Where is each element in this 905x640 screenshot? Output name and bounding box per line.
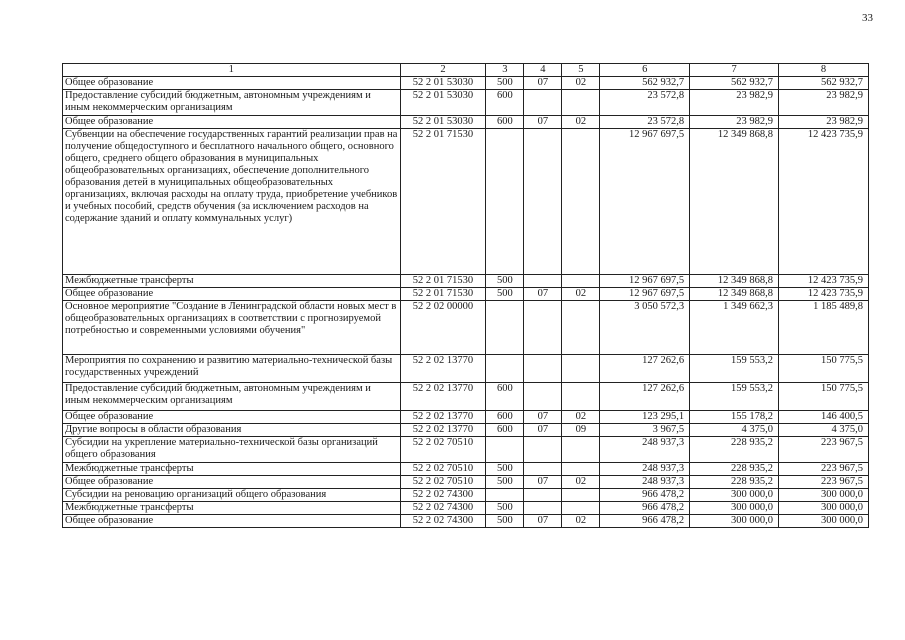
- value-col7-cell: 12 349 868,8: [690, 275, 779, 288]
- value-col6-cell: 127 262,6: [600, 383, 690, 411]
- header-cell: 5: [562, 64, 600, 77]
- col5-cell: [562, 355, 600, 383]
- value-col8-cell: 562 932,7: [779, 77, 869, 90]
- col4-cell: [524, 383, 562, 411]
- table-row: [63, 129, 869, 275]
- col3-cell: 600: [486, 90, 524, 116]
- col5-cell: 02: [562, 288, 600, 301]
- value-col6-cell: 966 478,2: [600, 515, 690, 528]
- col4-cell: [524, 275, 562, 288]
- row-name-cell: Общее образование: [63, 288, 401, 301]
- row-name-cell: Предоставление субсидий бюджетным, автономным учреждениям и иным некоммерческим организациям: [63, 90, 401, 116]
- value-col7-cell: 159 553,2: [690, 383, 779, 411]
- value-col6-cell: 248 937,3: [600, 463, 690, 476]
- header-cell: 7: [690, 64, 779, 77]
- col3-cell: 500: [486, 476, 524, 489]
- col5-cell: 02: [562, 116, 600, 129]
- value-col8-cell: 23 982,9: [779, 90, 869, 116]
- col4-cell: [524, 502, 562, 515]
- code-cell: 52 2 02 13770: [400, 411, 486, 424]
- value-col8-cell: 300 000,0: [779, 502, 869, 515]
- code-cell: 52 2 02 00000: [400, 301, 486, 355]
- value-col8-cell: 300 000,0: [779, 489, 869, 502]
- table-row: [63, 383, 869, 411]
- table-row: [63, 275, 869, 288]
- code-cell: 52 2 02 74300: [400, 489, 486, 502]
- value-col6-cell: 966 478,2: [600, 502, 690, 515]
- row-name-cell: Субсидии на укрепление материально-технической базы организаций общего образования: [63, 437, 401, 463]
- row-name-cell: Субвенции на обеспечение государственных гарантий реализации прав на получение общедоступного и бесплатного начального общего, основного общего, среднего общего образования в муниципальных общеобразовательных организациях, обеспечение дополнительного образования детей в муниципальных общеобразовательных организациях, включая расходы на оплату труда, приобретение учебников и учебных пособий, средств обучения (за исключением расходов на содержание зданий и оплату коммунальных услуг): [63, 129, 401, 275]
- col4-cell: 07: [524, 411, 562, 424]
- row-name-cell: Межбюджетные трансферты: [63, 502, 401, 515]
- col3-cell: 500: [486, 288, 524, 301]
- col4-cell: 07: [524, 288, 562, 301]
- value-col8-cell: 223 967,5: [779, 463, 869, 476]
- col4-cell: 07: [524, 515, 562, 528]
- value-col6-cell: 3 967,5: [600, 424, 690, 437]
- header-cell: 1: [63, 64, 401, 77]
- col3-cell: 600: [486, 411, 524, 424]
- value-col8-cell: 223 967,5: [779, 437, 869, 463]
- table-row: [63, 502, 869, 515]
- header-cell: 4: [524, 64, 562, 77]
- value-col6-cell: 248 937,3: [600, 437, 690, 463]
- col4-cell: 07: [524, 116, 562, 129]
- col5-cell: [562, 463, 600, 476]
- code-cell: 52 2 01 53030: [400, 116, 486, 129]
- col3-cell: [486, 301, 524, 355]
- code-cell: 52 2 01 53030: [400, 77, 486, 90]
- row-name-cell: Общее образование: [63, 515, 401, 528]
- code-cell: 52 2 02 13770: [400, 424, 486, 437]
- value-col7-cell: 228 935,2: [690, 463, 779, 476]
- table-row: [63, 424, 869, 437]
- row-name-cell: Субсидии на реновацию организаций общего образования: [63, 489, 401, 502]
- table-row: [63, 437, 869, 463]
- col3-cell: 500: [486, 515, 524, 528]
- col4-cell: [524, 301, 562, 355]
- header-cell: 6: [600, 64, 690, 77]
- page-number: 33: [862, 12, 873, 24]
- value-col8-cell: 150 775,5: [779, 355, 869, 383]
- table-row: [63, 116, 869, 129]
- col4-cell: 07: [524, 424, 562, 437]
- col5-cell: [562, 383, 600, 411]
- row-name-cell: Предоставление субсидий бюджетным, автономным учреждениям и иным некоммерческим организациям: [63, 383, 401, 411]
- row-name-cell: Межбюджетные трансферты: [63, 275, 401, 288]
- value-col7-cell: 159 553,2: [690, 355, 779, 383]
- col5-cell: 09: [562, 424, 600, 437]
- value-col7-cell: 12 349 868,8: [690, 129, 779, 275]
- code-cell: 52 2 01 53030: [400, 90, 486, 116]
- value-col7-cell: 1 349 662,3: [690, 301, 779, 355]
- code-cell: 52 2 02 70510: [400, 463, 486, 476]
- col5-cell: 02: [562, 77, 600, 90]
- row-name-cell: Межбюджетные трансферты: [63, 463, 401, 476]
- table-row: [63, 288, 869, 301]
- row-name-cell: Другие вопросы в области образования: [63, 424, 401, 437]
- value-col7-cell: 155 178,2: [690, 411, 779, 424]
- value-col8-cell: 146 400,5: [779, 411, 869, 424]
- value-col8-cell: 12 423 735,9: [779, 129, 869, 275]
- col5-cell: [562, 90, 600, 116]
- value-col6-cell: 966 478,2: [600, 489, 690, 502]
- col5-cell: [562, 489, 600, 502]
- col5-cell: [562, 129, 600, 275]
- col3-cell: [486, 355, 524, 383]
- value-col8-cell: 4 375,0: [779, 424, 869, 437]
- col5-cell: 02: [562, 411, 600, 424]
- header-cell: 3: [486, 64, 524, 77]
- value-col7-cell: 23 982,9: [690, 90, 779, 116]
- col4-cell: [524, 355, 562, 383]
- table-body: [63, 77, 869, 528]
- col5-cell: 02: [562, 476, 600, 489]
- code-cell: 52 2 02 74300: [400, 515, 486, 528]
- value-col6-cell: 23 572,8: [600, 116, 690, 129]
- col3-cell: [486, 489, 524, 502]
- row-name-cell: Мероприятия по сохранению и развитию материально-технической базы государственных учреждений: [63, 355, 401, 383]
- value-col7-cell: 12 349 868,8: [690, 288, 779, 301]
- code-cell: 52 2 02 70510: [400, 476, 486, 489]
- col5-cell: [562, 275, 600, 288]
- col3-cell: [486, 437, 524, 463]
- value-col6-cell: 248 937,3: [600, 476, 690, 489]
- table-row: [63, 489, 869, 502]
- value-col7-cell: 23 982,9: [690, 116, 779, 129]
- code-cell: 52 2 02 13770: [400, 355, 486, 383]
- table-header: [63, 64, 869, 77]
- value-col6-cell: 12 967 697,5: [600, 129, 690, 275]
- table-row: [63, 463, 869, 476]
- col4-cell: [524, 437, 562, 463]
- value-col7-cell: 300 000,0: [690, 489, 779, 502]
- value-col7-cell: 4 375,0: [690, 424, 779, 437]
- row-name-cell: Основное мероприятие "Создание в Ленинградской области новых мест в общеобразовательных организациях в соответствии с прогнозируемой потребностью и современными условиями обучения": [63, 301, 401, 355]
- code-cell: 52 2 02 70510: [400, 437, 486, 463]
- col3-cell: 600: [486, 383, 524, 411]
- value-col8-cell: 12 423 735,9: [779, 288, 869, 301]
- table-row: [63, 90, 869, 116]
- col3-cell: 600: [486, 116, 524, 129]
- code-cell: 52 2 02 13770: [400, 383, 486, 411]
- row-name-cell: Общее образование: [63, 476, 401, 489]
- col3-cell: 600: [486, 424, 524, 437]
- value-col7-cell: 562 932,7: [690, 77, 779, 90]
- table-row: [63, 515, 869, 528]
- value-col7-cell: 228 935,2: [690, 437, 779, 463]
- value-col7-cell: 228 935,2: [690, 476, 779, 489]
- value-col7-cell: 300 000,0: [690, 502, 779, 515]
- table-row: [63, 301, 869, 355]
- value-col8-cell: 150 775,5: [779, 383, 869, 411]
- value-col8-cell: 23 982,9: [779, 116, 869, 129]
- row-name-cell: Общее образование: [63, 77, 401, 90]
- row-name-cell: Общее образование: [63, 411, 401, 424]
- value-col6-cell: 3 050 572,3: [600, 301, 690, 355]
- col3-cell: 500: [486, 463, 524, 476]
- table-row: [63, 77, 869, 90]
- col4-cell: [524, 129, 562, 275]
- value-col8-cell: 12 423 735,9: [779, 275, 869, 288]
- col4-cell: [524, 90, 562, 116]
- value-col6-cell: 23 572,8: [600, 90, 690, 116]
- col5-cell: [562, 502, 600, 515]
- value-col8-cell: 223 967,5: [779, 476, 869, 489]
- row-name-cell: Общее образование: [63, 116, 401, 129]
- value-col6-cell: 12 967 697,5: [600, 275, 690, 288]
- code-cell: 52 2 02 74300: [400, 502, 486, 515]
- table-row: [63, 476, 869, 489]
- value-col8-cell: 1 185 489,8: [779, 301, 869, 355]
- budget-table: [62, 63, 869, 528]
- value-col8-cell: 300 000,0: [779, 515, 869, 528]
- table-row: [63, 355, 869, 383]
- col5-cell: [562, 301, 600, 355]
- col3-cell: 500: [486, 502, 524, 515]
- code-cell: 52 2 01 71530: [400, 129, 486, 275]
- col3-cell: [486, 129, 524, 275]
- header-cell: 8: [779, 64, 869, 77]
- col4-cell: [524, 463, 562, 476]
- col4-cell: [524, 489, 562, 502]
- header-cell: 2: [400, 64, 486, 77]
- value-col6-cell: 127 262,6: [600, 355, 690, 383]
- value-col6-cell: 123 295,1: [600, 411, 690, 424]
- code-cell: 52 2 01 71530: [400, 275, 486, 288]
- col4-cell: 07: [524, 77, 562, 90]
- col5-cell: 02: [562, 515, 600, 528]
- col3-cell: 500: [486, 275, 524, 288]
- value-col7-cell: 300 000,0: [690, 515, 779, 528]
- code-cell: 52 2 01 71530: [400, 288, 486, 301]
- col4-cell: 07: [524, 476, 562, 489]
- col3-cell: 500: [486, 77, 524, 90]
- table-row: [63, 411, 869, 424]
- value-col6-cell: 562 932,7: [600, 77, 690, 90]
- col5-cell: [562, 437, 600, 463]
- value-col6-cell: 12 967 697,5: [600, 288, 690, 301]
